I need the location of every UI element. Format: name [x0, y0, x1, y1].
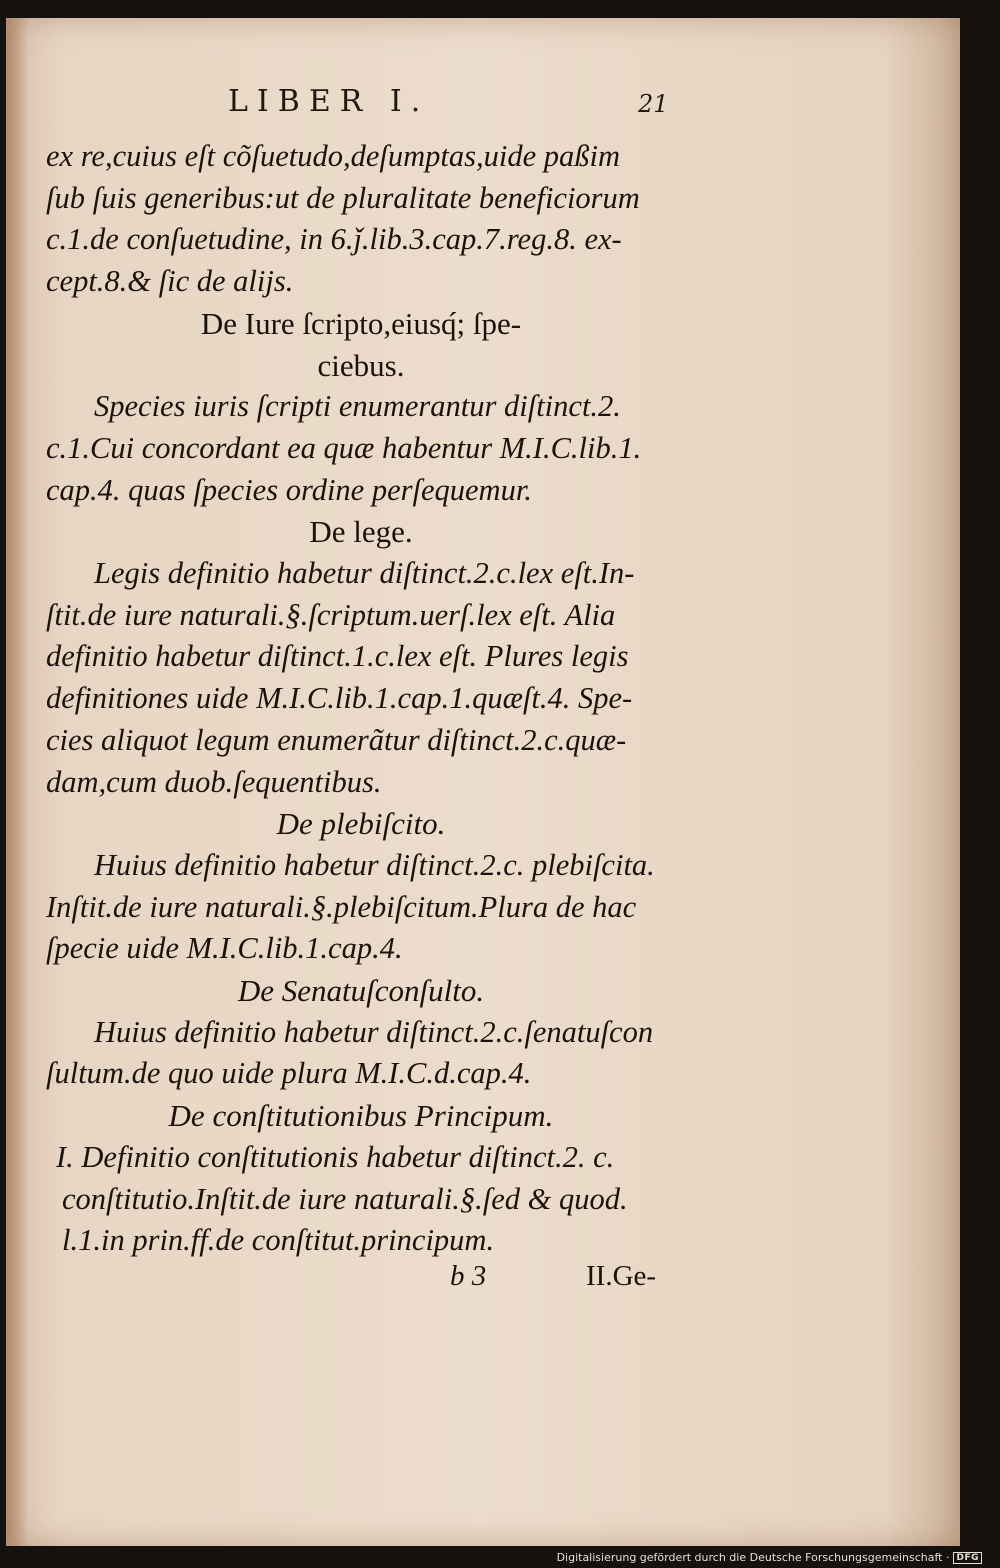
- catchword: II.Ge-: [586, 1260, 657, 1292]
- running-title: LIBER I.: [228, 84, 430, 119]
- section-heading: De Senatuſconſulto.: [237, 973, 485, 1009]
- text-line: Inſtit.de iure naturali.§.plebiſcitum.Plura de hac: [46, 889, 637, 924]
- text-line: c.1.de conſuetudine, in 6.ǰ.lib.3.cap.7.reg.8. ex-: [46, 222, 622, 257]
- text-line: ex re,cuius eſt cõſuetudo,deſumptas,uide paßim: [46, 139, 621, 173]
- credit-text: Digitalisierung gefördert durch die Deutsche Forschungsgemeinschaft ·: [556, 1551, 950, 1564]
- paragraph-first-line: Huius definitio habetur diſtinct.2.c.ſenatuſcon: [94, 1014, 654, 1049]
- text-line: l.1.in prin.ff.de conſtitut.principum.: [62, 1223, 495, 1258]
- folio-number: 21: [638, 90, 669, 118]
- text-line: ſub ſuis generibus:ut de pluralitate beneficiorum: [46, 180, 640, 215]
- text-line: cap.4. quas ſpecies ordine perſequemur.: [46, 472, 532, 507]
- book-page: [6, 18, 960, 1546]
- page-gutter-shadow: [6, 18, 28, 1546]
- text-line: ſpecie uide M.I.C.lib.1.cap.4.: [46, 931, 403, 966]
- paragraph-first-line: Huius definitio habetur diſtinct.2.c. plebiſcita.: [94, 847, 655, 882]
- text-line: conſtitutio.Inſtit.de iure naturali.§.ſed & quod.: [62, 1181, 628, 1216]
- numbered-line: I. Definitio conſtitutionis habetur diſtinct.2. c.: [56, 1139, 615, 1174]
- page-header: [6, 80, 960, 130]
- page-footer-line: [6, 1260, 960, 1304]
- section-heading: De plebiſcito.: [276, 806, 446, 842]
- section-heading: De Iure ſcripto,eiusq́; ſpe-: [200, 305, 522, 341]
- section-heading: ciebus.: [317, 347, 405, 383]
- paragraph-first-line: Species iuris ſcripti enumerantur diſtinct.2.: [94, 389, 621, 424]
- text-line: definitiones uide M.I.C.lib.1.cap.1.quæſt.4. Spe-: [46, 681, 633, 716]
- text-line: ſultum.de quo uide plura M.I.C.d.cap.4.: [46, 1056, 532, 1091]
- section-heading: De conſtitutionibus Principum.: [168, 1098, 554, 1134]
- dfg-logo-icon: DFG: [953, 1552, 982, 1564]
- text-line: cept.8.& ſic de alijs.: [46, 264, 294, 299]
- text-line: dam,cum duob.ſequentibus.: [46, 764, 382, 799]
- signature-mark: b 3: [450, 1260, 487, 1292]
- text-line: cies aliquot legum enumerãtur diſtinct.2.c.quæ-: [46, 722, 627, 757]
- text-line: ſtit.de iure naturali.§.ſcriptum.uerſ.lex eſt. Alia: [46, 597, 616, 632]
- body-text: [46, 136, 676, 1262]
- digitization-credit: [557, 1551, 982, 1564]
- text-line: definitio habetur diſtinct.1.c.lex eſt. Plures legis: [46, 639, 629, 674]
- text-line: c.1.Cui concordant ea quæ habentur M.I.C.lib.1.: [46, 430, 642, 465]
- paragraph-first-line: Legis definitio habetur diſtinct.2.c.lex eſt.In-: [94, 556, 635, 591]
- section-heading: De lege.: [309, 514, 413, 550]
